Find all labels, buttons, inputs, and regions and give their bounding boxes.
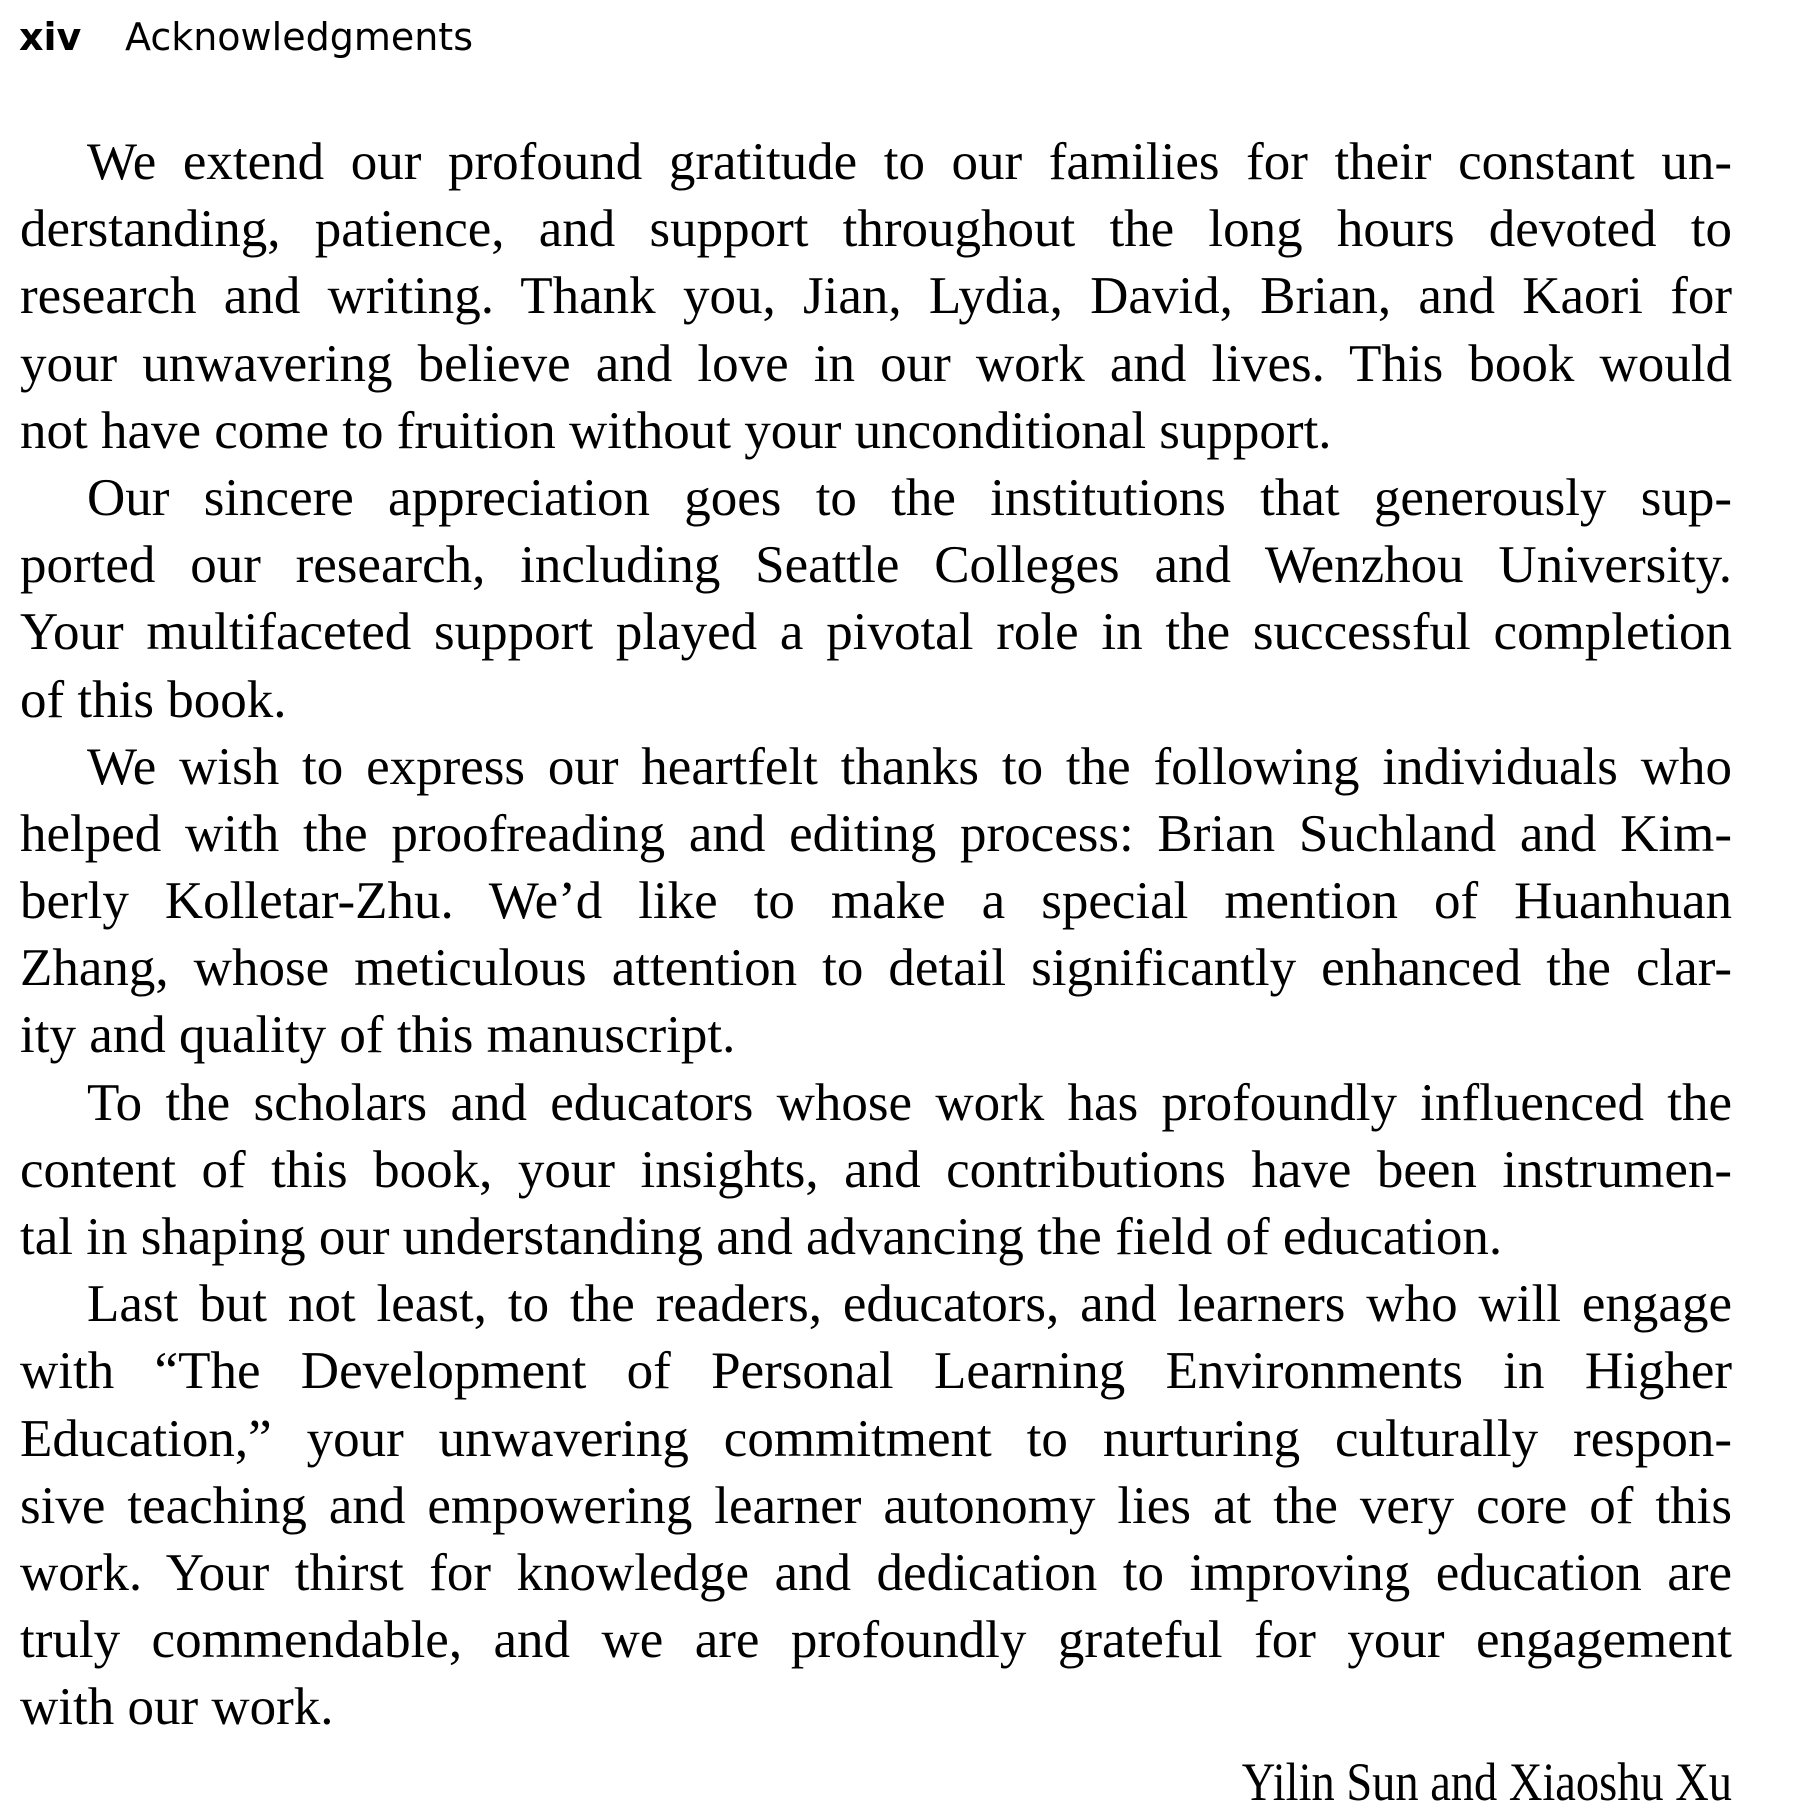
- text-line: tal in shaping our understanding and advancing the field of education.: [20, 1208, 1503, 1266]
- text-line: Our sincere appreciation goes to the institutions that generously sup-: [87, 468, 1732, 527]
- text-line: not have come to fruition without your unconditional support.: [20, 401, 1332, 460]
- text-line: ity and quality of this manuscript.: [20, 1006, 736, 1065]
- text-line: work. Your thirst for knowledge and dedication to improving education are: [20, 1543, 1732, 1602]
- paragraph: [20, 1271, 1732, 1741]
- text-line: We extend our profound gratitude to our families for their constant un-: [87, 133, 1732, 191]
- text-line: To the scholars and educators whose work has profoundly influenced the: [87, 1073, 1732, 1132]
- signature: Yilin Sun and Xiaoshu Xu: [1241, 1752, 1732, 1812]
- page-number: xiv: [19, 15, 82, 59]
- text-line: Education,” your unwavering commitment to nurturing culturally respon-: [20, 1409, 1732, 1468]
- text-line: of this book.: [20, 670, 287, 729]
- text-line: with “The Development of Personal Learning Environments in Higher: [20, 1342, 1732, 1401]
- running-header: [19, 12, 473, 62]
- text-line: content of this book, your insights, and contributions have been instrumen-: [20, 1140, 1732, 1199]
- text-line: berly Kolletar-Zhu. We’d like to make a special mention of Huanhuan: [20, 872, 1732, 931]
- text-line: research and writing. Thank you, Jian, Lydia, David, Brian, and Kaori for: [20, 267, 1732, 326]
- text-line: derstanding, patience, and support throughout the long hours devoted to: [20, 200, 1732, 259]
- text-line: truly commendable, and we are profoundly grateful for your engagement: [20, 1611, 1732, 1670]
- text-line: ported our research, including Seattle Colleges and Wenzhou University.: [20, 536, 1732, 595]
- text-line: Last but not least, to the readers, educators, and learners who will engage: [87, 1275, 1732, 1334]
- text-line: Zhang, whose meticulous attention to detail significantly enhanced the clar-: [20, 939, 1732, 998]
- text-line: with our work.: [20, 1678, 334, 1737]
- running-title: Acknowledgments: [125, 15, 473, 59]
- text-line: helped with the proofreading and editing process: Brian Suchland and Kim-: [20, 804, 1732, 863]
- paragraph: [20, 734, 1732, 1070]
- paragraph: [20, 129, 1732, 465]
- text-line: your unwavering believe and love in our work and lives. This book would: [20, 334, 1732, 393]
- text-line: sive teaching and empowering learner autonomy lies at the very core of this: [20, 1476, 1732, 1535]
- acknowledgments-body: [20, 129, 1732, 1742]
- paragraph: [20, 465, 1732, 734]
- text-line: Your multifaceted support played a pivotal role in the successful completion: [20, 603, 1732, 662]
- paragraph: [20, 1070, 1732, 1272]
- text-line: We wish to express our heartfelt thanks to the following individuals who: [87, 737, 1732, 796]
